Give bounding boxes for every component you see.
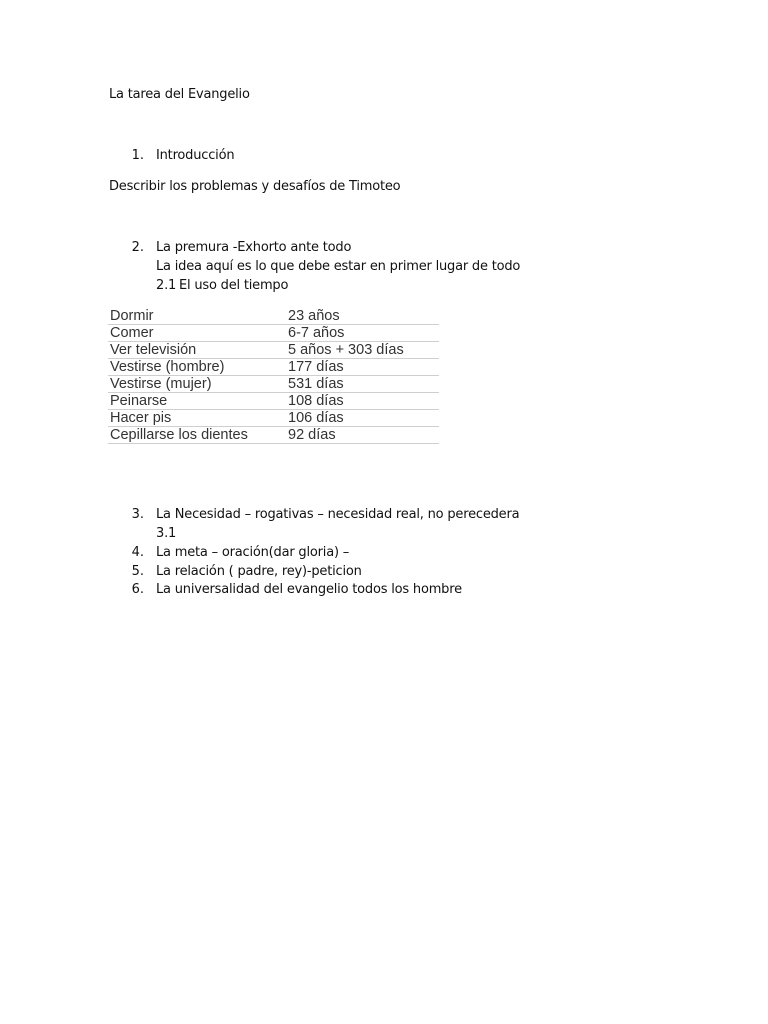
list-number: 1. — [131, 148, 144, 163]
table-row — [108, 359, 439, 376]
list-item-premura: La premura -Exhorto ante todo — [156, 240, 352, 255]
activity-cell: Hacer pis — [108, 410, 286, 427]
duration-cell: 5 años + 303 días — [286, 342, 439, 359]
list-item-necesidad: La Necesidad – rogativas – necesidad real, no perecedera — [156, 507, 520, 522]
activity-cell: Vestirse (mujer) — [108, 376, 286, 393]
subheading-uso-del-tiempo: El uso del tiempo — [179, 278, 289, 293]
list-number: 4. — [131, 545, 144, 560]
list-item-introduccion: Introducción — [156, 148, 235, 163]
list-number: 5. — [131, 564, 144, 579]
table-row — [108, 342, 439, 359]
time-usage-table — [108, 308, 439, 444]
list-item-meta: La meta – oración(dar gloria) – — [156, 545, 350, 560]
activity-cell: Cepillarse los dientes — [108, 427, 286, 444]
table-row — [108, 308, 439, 325]
intro-description: Describir los problemas y desafíos de Timoteo — [109, 179, 401, 194]
activity-cell: Dormir — [108, 308, 286, 325]
list-item-universalidad: La universalidad del evangelio todos los hombre — [156, 582, 462, 597]
document-title: La tarea del Evangelio — [109, 87, 250, 102]
duration-cell: 23 años — [286, 308, 439, 325]
table-row — [108, 325, 439, 342]
duration-cell: 531 días — [286, 376, 439, 393]
list-item-continuation: 3.1 — [156, 526, 177, 541]
activity-cell: Ver televisión — [108, 342, 286, 359]
duration-cell: 106 días — [286, 410, 439, 427]
duration-cell: 108 días — [286, 393, 439, 410]
list-number: 6. — [131, 582, 144, 597]
premura-subtext: La idea aquí es lo que debe estar en primer lugar de todo — [156, 259, 521, 274]
table-row — [108, 393, 439, 410]
list-number: 2. — [131, 240, 144, 255]
activity-cell: Vestirse (hombre) — [108, 359, 286, 376]
subheading-number: 2.1 — [156, 278, 177, 293]
duration-cell: 6-7 años — [286, 325, 439, 342]
duration-cell: 177 días — [286, 359, 439, 376]
activity-cell: Comer — [108, 325, 286, 342]
activity-cell: Peinarse — [108, 393, 286, 410]
duration-cell: 92 días — [286, 427, 439, 444]
table-row — [108, 410, 439, 427]
table-row — [108, 376, 439, 393]
list-number: 3. — [131, 507, 144, 522]
list-item-relacion: La relación ( padre, rey)-peticion — [156, 564, 362, 579]
table-row — [108, 427, 439, 444]
